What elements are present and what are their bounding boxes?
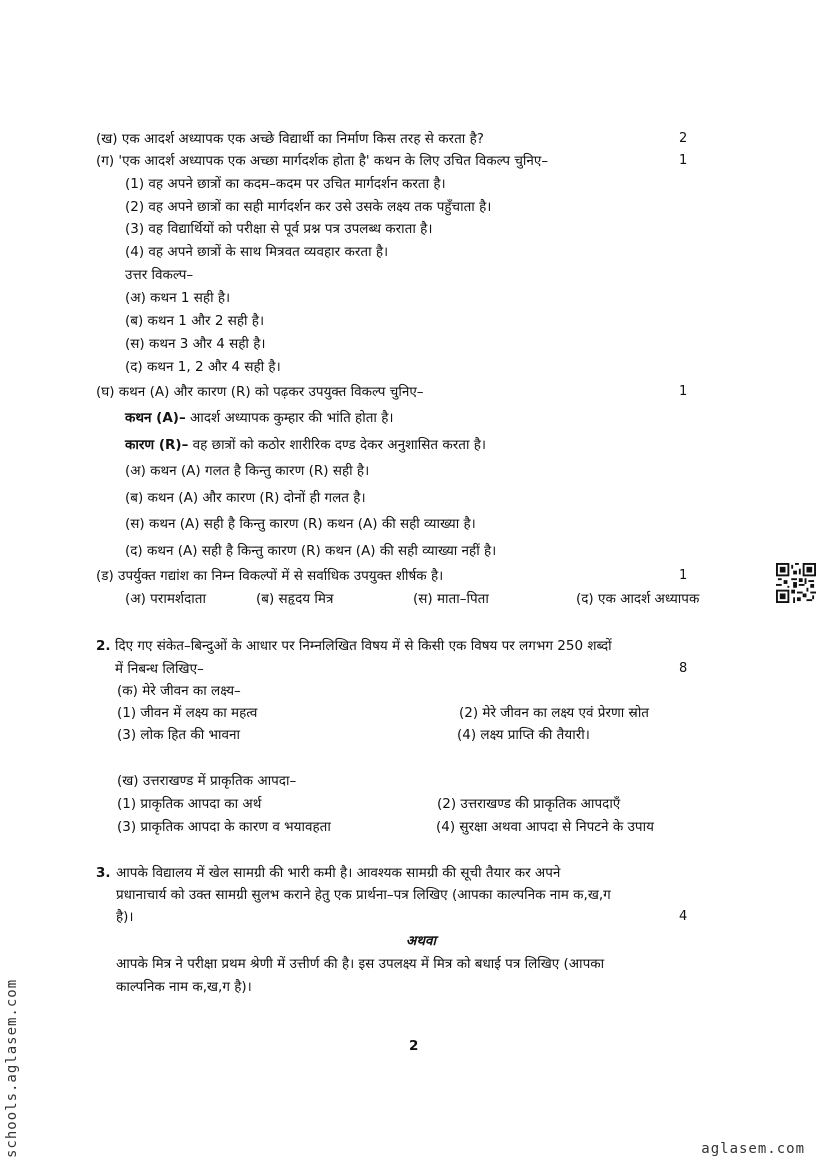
q1-ga-statement-3: (3) वह विद्यार्थियों को परीक्षा से पूर्व प्रश्न पत्र उपलब्ध कराता है। [125, 221, 433, 237]
footer-watermark: aglasem.com [701, 1141, 805, 1157]
q2-topic-2-point-4: (4) सुरक्षा अथवा आपदा से निपटने के उपाय [436, 819, 654, 835]
q2-topic-1-point-4: (4) लक्ष्य प्राप्ति की तैयारी। [457, 727, 590, 743]
q2-line-1: दिए गए संकेत–बिन्दुओं के आधार पर निम्नलिखित विषय में से किसी एक विषय पर लगभग 250 शब्दों [115, 638, 612, 654]
qr-code-icon [776, 563, 816, 603]
q1-gha-question: (घ) कथन (A) और कारण (R) को पढ़कर उपयुक्त विकल्प चुनिए– [96, 384, 424, 400]
q1-ga-options-heading: उत्तर विकल्प– [125, 267, 194, 283]
q3-number: 3. [96, 865, 111, 881]
q1-nga-option-b: (ब) सहृदय मित्र [256, 591, 334, 607]
q1-ga-statement-4: (4) वह अपने छात्रों के साथ मित्रवत व्यवहार करता है। [125, 244, 389, 260]
q1-ga-statement-1: (1) वह अपने छात्रों का कदम–कदम पर उचित मार्गदर्शन करता है। [125, 176, 446, 192]
q2-topic-2-point-2: (2) उत्तराखण्ड की प्राकृतिक आपदाएँ [437, 796, 621, 812]
q1-ga-option-d: (द) कथन 1, 2 और 4 सही है। [125, 359, 281, 375]
q3-marks: 4 [679, 909, 688, 924]
q1-kha-question: (ख) एक आदर्श अध्यापक एक अच्छे विद्यार्थी का निर्माण किस तरह से करता है? [96, 131, 484, 147]
q2-line-2: में निबन्ध लिखिए– [115, 661, 204, 677]
q1-ga-option-b: (ब) कथन 1 और 2 सही है। [125, 313, 265, 329]
q2-number: 2. [96, 638, 111, 654]
reason-label: कारण (R)– [125, 437, 189, 453]
q1-ga-question: (ग) 'एक आदर्श अध्यापक एक अच्छा मार्गदर्शक होता है' कथन के लिए उचित विकल्प चुनिए– [96, 153, 549, 169]
q1-nga-question: (ड) उपर्युक्त गद्यांश का निम्न विकल्पों में से सर्वाधिक उपयुक्त शीर्षक है। [96, 568, 444, 584]
q2-topic-2-point-1: (1) प्राकृतिक आपदा का अर्थ [117, 796, 262, 812]
q1-nga-marks: 1 [679, 568, 688, 583]
q2-topic-2-point-3: (3) प्राकृतिक आपदा के कारण व भयावहता [117, 819, 331, 835]
q1-ga-marks: 1 [679, 153, 688, 168]
q1-kha-marks: 2 [679, 131, 688, 146]
q1-ga-statement-2: (2) वह अपने छात्रों का सही मार्गदर्शन कर उसे उसके लक्ष्य तक पहुँचाता है। [125, 199, 492, 215]
q1-gha-option-a: (अ) कथन (A) गलत है किन्तु कारण (R) सही है। [125, 463, 370, 479]
q2-topic-1-title: (क) मेरे जीवन का लक्ष्य– [117, 683, 241, 699]
q3-alt-line-1: आपके मित्र ने परीक्षा प्रथम श्रेणी में उत्तीर्ण की है। इस उपलक्ष्य में मित्र को बधाई पत्र लिखिए (आपका [116, 956, 605, 972]
q2-topic-1-point-3: (3) लोक हित की भावना [117, 727, 241, 743]
assertion-label: कथन (A)– [125, 410, 186, 426]
q1-nga-option-a: (अ) परामर्शदाता [125, 591, 206, 607]
q1-gha-option-b: (ब) कथन (A) और कारण (R) दोनों ही गलत है। [125, 490, 366, 506]
q1-gha-marks: 1 [679, 384, 688, 399]
q1-ga-option-a: (अ) कथन 1 सही है। [125, 290, 231, 306]
q2-marks: 8 [679, 661, 688, 676]
q2-topic-2-title: (ख) उत्तराखण्ड में प्राकृतिक आपदा– [117, 773, 297, 789]
q1-nga-option-c: (स) माता–पिता [413, 591, 489, 607]
q1-gha-reason [125, 435, 486, 455]
q1-gha-option-c: (स) कथन (A) सही है किन्तु कारण (R) कथन (A) की सही व्याख्या है। [125, 516, 476, 532]
q1-gha-assertion [125, 408, 394, 428]
q3-line-2: प्रधानाचार्य को उक्त सामग्री सुलभ कराने हेतु एक प्रार्थना–पत्र लिखिए (आपका काल्पनिक नाम क,ख,ग [116, 887, 611, 903]
q2-topic-1-point-2: (2) मेरे जीवन का लक्ष्य एवं प्रेरणा स्रोत [459, 705, 650, 721]
q1-ga-option-c: (स) कथन 3 और 4 सही है। [125, 336, 266, 352]
assertion-text: आदर्श अध्यापक कुम्हार की भांति होता है। [185, 410, 394, 426]
q3-line-1: आपके विद्यालय में खेल सामग्री की भारी कमी है। आवश्यक सामग्री की सूची तैयार कर अपने [116, 865, 561, 881]
q1-gha-option-d: (द) कथन (A) सही है किन्तु कारण (R) कथन (A) की सही व्याख्या नहीं है। [125, 543, 497, 559]
q2-topic-1-point-1: (1) जीवन में लक्ष्य का महत्व [117, 705, 258, 721]
q3-or: अथवा [406, 933, 436, 949]
reason-text: वह छात्रों को कठोर शारीरिक दण्ड देकर अनुशासित करता है। [188, 437, 487, 453]
q3-alt-line-2: काल्पनिक नाम क,ख,ग है)। [116, 979, 252, 995]
q1-nga-option-d: (द) एक आदर्श अध्यापक [576, 591, 700, 607]
page-number: 2 [409, 1038, 419, 1054]
q3-line-3: है)। [116, 909, 134, 925]
side-watermark: schools.aglasem.com [4, 978, 20, 1158]
